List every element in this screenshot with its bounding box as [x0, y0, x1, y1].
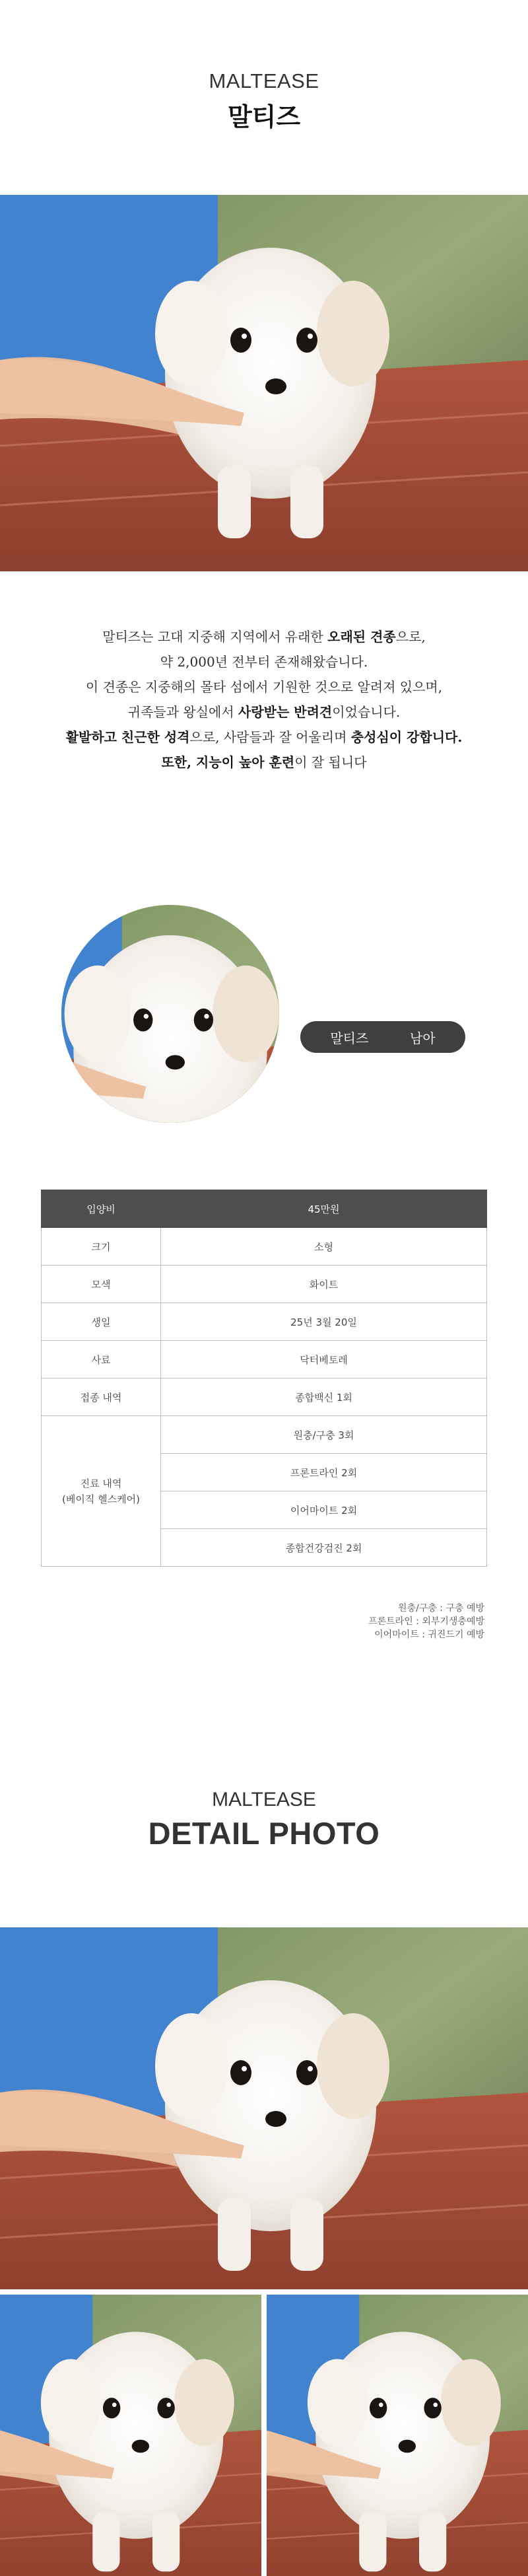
table-row: [42, 1228, 487, 1266]
row-value: 소형: [161, 1228, 487, 1266]
row-label: 사료: [42, 1341, 161, 1378]
care-label: 진료 내역 (베이직 헬스케어): [42, 1416, 161, 1567]
detail-subtitle: MALTEASE: [212, 1789, 316, 1810]
row-label: 생일: [42, 1303, 161, 1341]
breed-description: 말티즈는 고대 지중해 지역에서 유래한 오래된 견종으로, 약 2,000년 전부터 존재해왔습니다. 이 견종은 지중해의 몰타 섬에서 기원한 것으로 알려져 있으며, 귀족들과 왕실에서 사랑받는 반려견이었습니다. 활발하고 친근한 성격으로, 사람들과 잘 어울리며 충성심이 강합니다. 또한, 지능이 높아 훈련이 잘 됩니다: [65, 629, 463, 770]
detail-photo-left: [0, 2295, 261, 2576]
profile-photo: [61, 905, 279, 1123]
breed-sex-badge: [300, 1021, 465, 1053]
table-row: [42, 1378, 487, 1416]
hero-subtitle: MALTEASE: [209, 69, 319, 92]
table-row: [42, 1341, 487, 1378]
badge-sex: 남아: [410, 1030, 436, 1046]
row-label: 크기: [42, 1228, 161, 1266]
row-label: 모색: [42, 1266, 161, 1303]
row-value: 종합백신 1회: [161, 1378, 487, 1416]
hero-photo: [0, 195, 528, 571]
badge-breed: 말티즈: [330, 1030, 369, 1046]
row-label: 접종 내역: [42, 1378, 161, 1416]
row-value: 화이트: [161, 1266, 487, 1303]
detail-title: DETAIL PHOTO: [148, 1816, 380, 1851]
detail-photo-right: [267, 2295, 528, 2576]
adoption-fee-label: 입양비: [42, 1190, 161, 1228]
table-row: [42, 1266, 487, 1303]
row-value: 닥터베토레: [161, 1341, 487, 1378]
table-row: [42, 1303, 487, 1341]
info-table: [41, 1190, 487, 1567]
care-item: 이어마이트 2회: [161, 1491, 487, 1529]
table-row: [42, 1416, 487, 1454]
table-header-row: [42, 1190, 487, 1228]
adoption-fee-value: 45만원: [161, 1190, 487, 1228]
note-line: 이어마이트 : 귀진드기 예방: [374, 1629, 484, 1640]
hero-title: 말티즈: [227, 102, 301, 131]
detail-photo-large: [0, 1927, 528, 2289]
care-item: 원충/구충 3회: [161, 1416, 487, 1454]
row-value: 25년 3월 20일: [161, 1303, 487, 1341]
care-item: 프론트라인 2회: [161, 1454, 487, 1491]
note-line: 원충/구충 : 구충 예방: [398, 1603, 484, 1614]
note-line: 프론트라인 : 외부기생충예방: [368, 1616, 484, 1627]
care-item: 종합건강검진 2회: [161, 1529, 487, 1567]
care-notes: [368, 1602, 484, 1641]
